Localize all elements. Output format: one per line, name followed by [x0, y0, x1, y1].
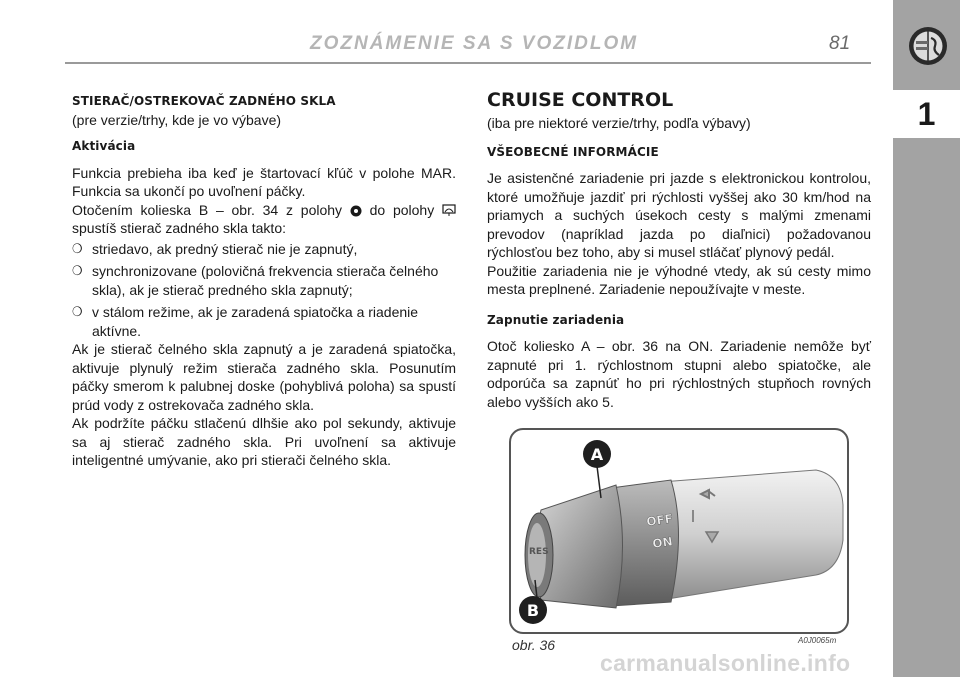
enable-device-heading: Zapnutie zariadenia	[487, 312, 625, 327]
header-rule	[65, 62, 871, 64]
cruise-control-lever-illustration	[511, 430, 847, 632]
figure-caption: obr. 36	[512, 637, 556, 653]
bullet-circle-icon: ❍	[72, 304, 83, 319]
bullet-circle-icon: ❍	[72, 263, 83, 278]
paragraph-cruise-usage: Použitie zariadenia nie je výhodné vtedy, ak sú cesty mimo mesta preplnené. Zariadenie nepoužívajte v meste.	[487, 262, 871, 297]
paragraph-wheel-position: Otočením kolieska B – obr. 34 z polohy do polohy spustíš stierač zadného skla takto:	[72, 201, 456, 238]
page-header-title: ZOZNÁMENIE SA S VOZIDLOM	[310, 33, 639, 54]
bullet-circle-icon: ❍	[72, 240, 83, 256]
res-button-label: RES	[529, 547, 549, 557]
activation-heading: Aktivácia	[72, 139, 136, 153]
figure-frame	[509, 428, 849, 634]
rear-wiper-heading: STIERAČ/OSTREKOVAČ ZADNÉHO SKLA	[72, 94, 336, 108]
chapter-number-tab[interactable]: 1	[893, 90, 960, 138]
left-column	[72, 92, 456, 470]
page-number: 81	[829, 33, 851, 54]
callout-b: B	[526, 601, 540, 620]
list-item: ❍ striedavo, ak predný stierač nie je zapnutý,	[72, 240, 358, 257]
wiper-off-position-icon	[350, 205, 362, 217]
callout-a: A	[590, 445, 604, 464]
list-item: ❍ v stálom režime, ak je zaradená spiatočka a riadenie aktívne.	[72, 304, 419, 339]
watermark: carmanualsonline.info	[600, 650, 851, 676]
rear-wiper-symbol-icon	[442, 204, 456, 217]
on-position-label: ON	[651, 534, 674, 551]
alfa-romeo-logo-icon	[908, 26, 948, 66]
paragraph-enable-device: Otoč koliesko A – obr. 36 na ON. Zariadenie nemôže byť zapnuté pri 1. rýchlostnom stupni alebo spiatočke, ale odporúča sa zapnúť ho pri rýchlostných stupňoch rovných alebo vyšších ako 5.	[487, 338, 871, 410]
rear-wiper-subheading: (pre verzie/trhy, kde je vo výbave)	[72, 111, 282, 128]
paragraph-continuous-mode: Ak je stierač čelného skla zapnutý a je zaradená spiatočka, aktivuje plynulý režim stierača zadného skla. Posunutím páčky smerom k palubnej doske (pohyblivá poloha) sa spustí prúd vody z ostrekovača zadného skla.	[72, 341, 456, 413]
list-item: ❍ synchronizovane (polovičná frekvencia stierača čelného skla), ak je stierač predného skla zapnutý;	[72, 263, 439, 298]
cruise-control-heading: CRUISE CONTROL	[487, 89, 674, 111]
right-column	[487, 88, 871, 411]
figure-code: A0J0065m	[798, 636, 837, 645]
paragraph-key-position: Funkcia prebieha iba keď je štartovací kľúč v polohe MAR. Funkcia sa ukončí po uvoľnení páčky.	[72, 164, 456, 199]
paragraph-cruise-description: Je asistenčné zariadenie pri jazde s elektronickou kontrolou, ktoré umožňuje jazdiť pri rýchlosti vyššej ako 30 km/hod na priamych a suchých úsekoch cesty s malými zmenami prevodov (napríklad jazda po diaľnici) požadovanou rýchlosťou bez toho, aby si musel stláčať plynový pedál.	[487, 170, 871, 260]
paragraph-hold-lever: Ak podržíte páčku stlačenú dlhšie ako pol sekundy, aktivuje sa aj stierač zadného skla. Pri uvoľnení sa aktivuje inteligentné umývanie, ako pri stierači čelného skla.	[72, 415, 456, 468]
general-info-heading: VŠEOBECNÉ INFORMÁCIE	[487, 144, 659, 159]
off-position-label: OFF	[645, 511, 674, 529]
cruise-control-subheading: (iba pre niektoré verzie/trhy, podľa výbavy)	[487, 115, 751, 131]
